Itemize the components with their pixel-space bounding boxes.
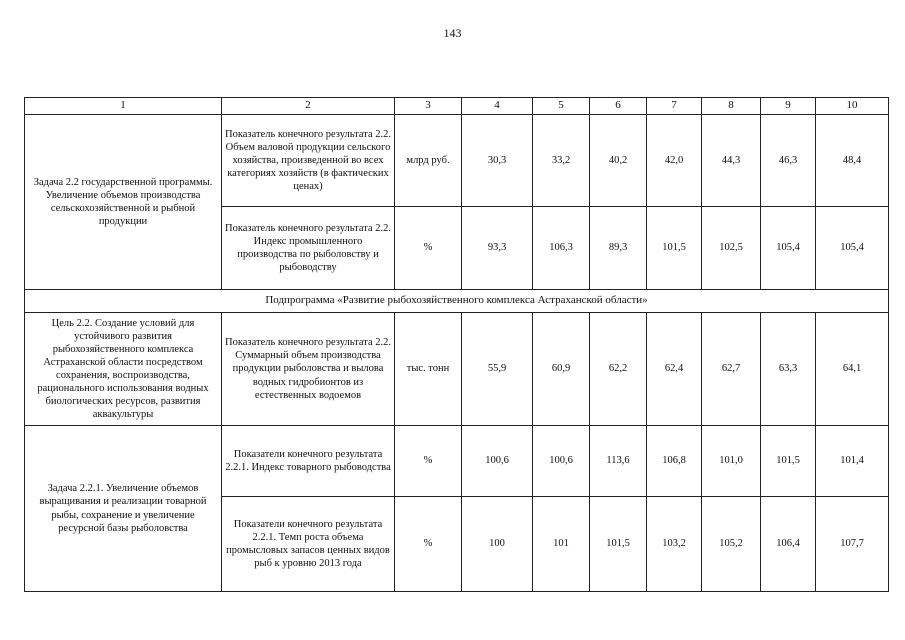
table-row <box>25 313 889 426</box>
value-cell: 40,2 <box>590 115 647 207</box>
value-cell: 107,7 <box>816 497 889 592</box>
table-row <box>25 426 889 497</box>
value-cell: 105,2 <box>702 497 761 592</box>
value-cell: 89,3 <box>590 207 647 290</box>
task-2-2-1-cell: Задача 2.2.1. Увеличение объемов выращивания и реализации товарной рыбы, сохранение и увеличение ресурсной базы рыболовства <box>25 426 222 592</box>
unit-cell: млрд руб. <box>395 115 462 207</box>
unit-cell: тыс. тонн <box>395 313 462 426</box>
indicator-cell: Показатель конечного результата 2.2. Суммарный объем производства продукции рыболовства и вылова водных гидробионтов из естественных водоемов <box>222 313 395 426</box>
value-cell: 102,5 <box>702 207 761 290</box>
column-header: 8 <box>702 98 761 115</box>
column-header: 6 <box>590 98 647 115</box>
column-header: 2 <box>222 98 395 115</box>
value-cell: 60,9 <box>533 313 590 426</box>
goal-2-2-cell: Цель 2.2. Создание условий для устойчивого развития рыбохозяйственного комплекса Астраханской области посредством сохранения, воспроизводства, рационального использования водных биологических ресурсов, развития аквакультуры <box>25 313 222 426</box>
column-header: 1 <box>25 98 222 115</box>
task-2-2-cell: Задача 2.2 государственной программы. Увеличение объемов производства сельскохозяйственной и рыбной продукции <box>25 115 222 290</box>
value-cell: 113,6 <box>590 426 647 497</box>
unit-cell: % <box>395 207 462 290</box>
value-cell: 93,3 <box>462 207 533 290</box>
value-cell: 106,8 <box>647 426 702 497</box>
value-cell: 55,9 <box>462 313 533 426</box>
value-cell: 33,2 <box>533 115 590 207</box>
indicator-cell: Показатель конечного результата 2.2. Индекс промышленного производства по рыболовству и рыбоводству <box>222 207 395 290</box>
page-number: 143 <box>443 26 462 40</box>
indicators-table <box>24 97 889 592</box>
indicator-cell: Показатели конечного результата 2.2.1. Индекс товарного рыбоводства <box>222 426 395 497</box>
value-cell: 101,5 <box>647 207 702 290</box>
value-cell: 100 <box>462 497 533 592</box>
column-header: 5 <box>533 98 590 115</box>
value-cell: 103,2 <box>647 497 702 592</box>
value-cell: 101,5 <box>590 497 647 592</box>
value-cell: 106,4 <box>761 497 816 592</box>
value-cell: 105,4 <box>816 207 889 290</box>
value-cell: 62,7 <box>702 313 761 426</box>
column-header: 7 <box>647 98 702 115</box>
subprogram-row <box>25 290 889 313</box>
value-cell: 100,6 <box>533 426 590 497</box>
column-header: 4 <box>462 98 533 115</box>
unit-cell: % <box>395 426 462 497</box>
value-cell: 44,3 <box>702 115 761 207</box>
subprogram-title: Подпрограмма «Развитие рыбохозяйственного комплекса Астраханской области» <box>25 290 889 313</box>
column-header: 3 <box>395 98 462 115</box>
value-cell: 46,3 <box>761 115 816 207</box>
value-cell: 106,3 <box>533 207 590 290</box>
value-cell: 101,5 <box>761 426 816 497</box>
table-row <box>25 115 889 207</box>
unit-cell: % <box>395 497 462 592</box>
value-cell: 105,4 <box>761 207 816 290</box>
value-cell: 62,2 <box>590 313 647 426</box>
indicator-cell: Показатели конечного результата 2.2.1. Темп роста объема промысловых запасов ценных видов рыб к уровню 2013 года <box>222 497 395 592</box>
value-cell: 101,0 <box>702 426 761 497</box>
value-cell: 64,1 <box>816 313 889 426</box>
value-cell: 48,4 <box>816 115 889 207</box>
value-cell: 63,3 <box>761 313 816 426</box>
column-header: 9 <box>761 98 816 115</box>
value-cell: 42,0 <box>647 115 702 207</box>
value-cell: 62,4 <box>647 313 702 426</box>
value-cell: 101,4 <box>816 426 889 497</box>
table-header-row <box>25 98 889 115</box>
value-cell: 30,3 <box>462 115 533 207</box>
value-cell: 101 <box>533 497 590 592</box>
value-cell: 100,6 <box>462 426 533 497</box>
column-header: 10 <box>816 98 889 115</box>
indicator-cell: Показатель конечного результата 2.2. Объем валовой продукции сельского хозяйства, произведенной во всех категориях хозяйств (в фактических ценах) <box>222 115 395 207</box>
